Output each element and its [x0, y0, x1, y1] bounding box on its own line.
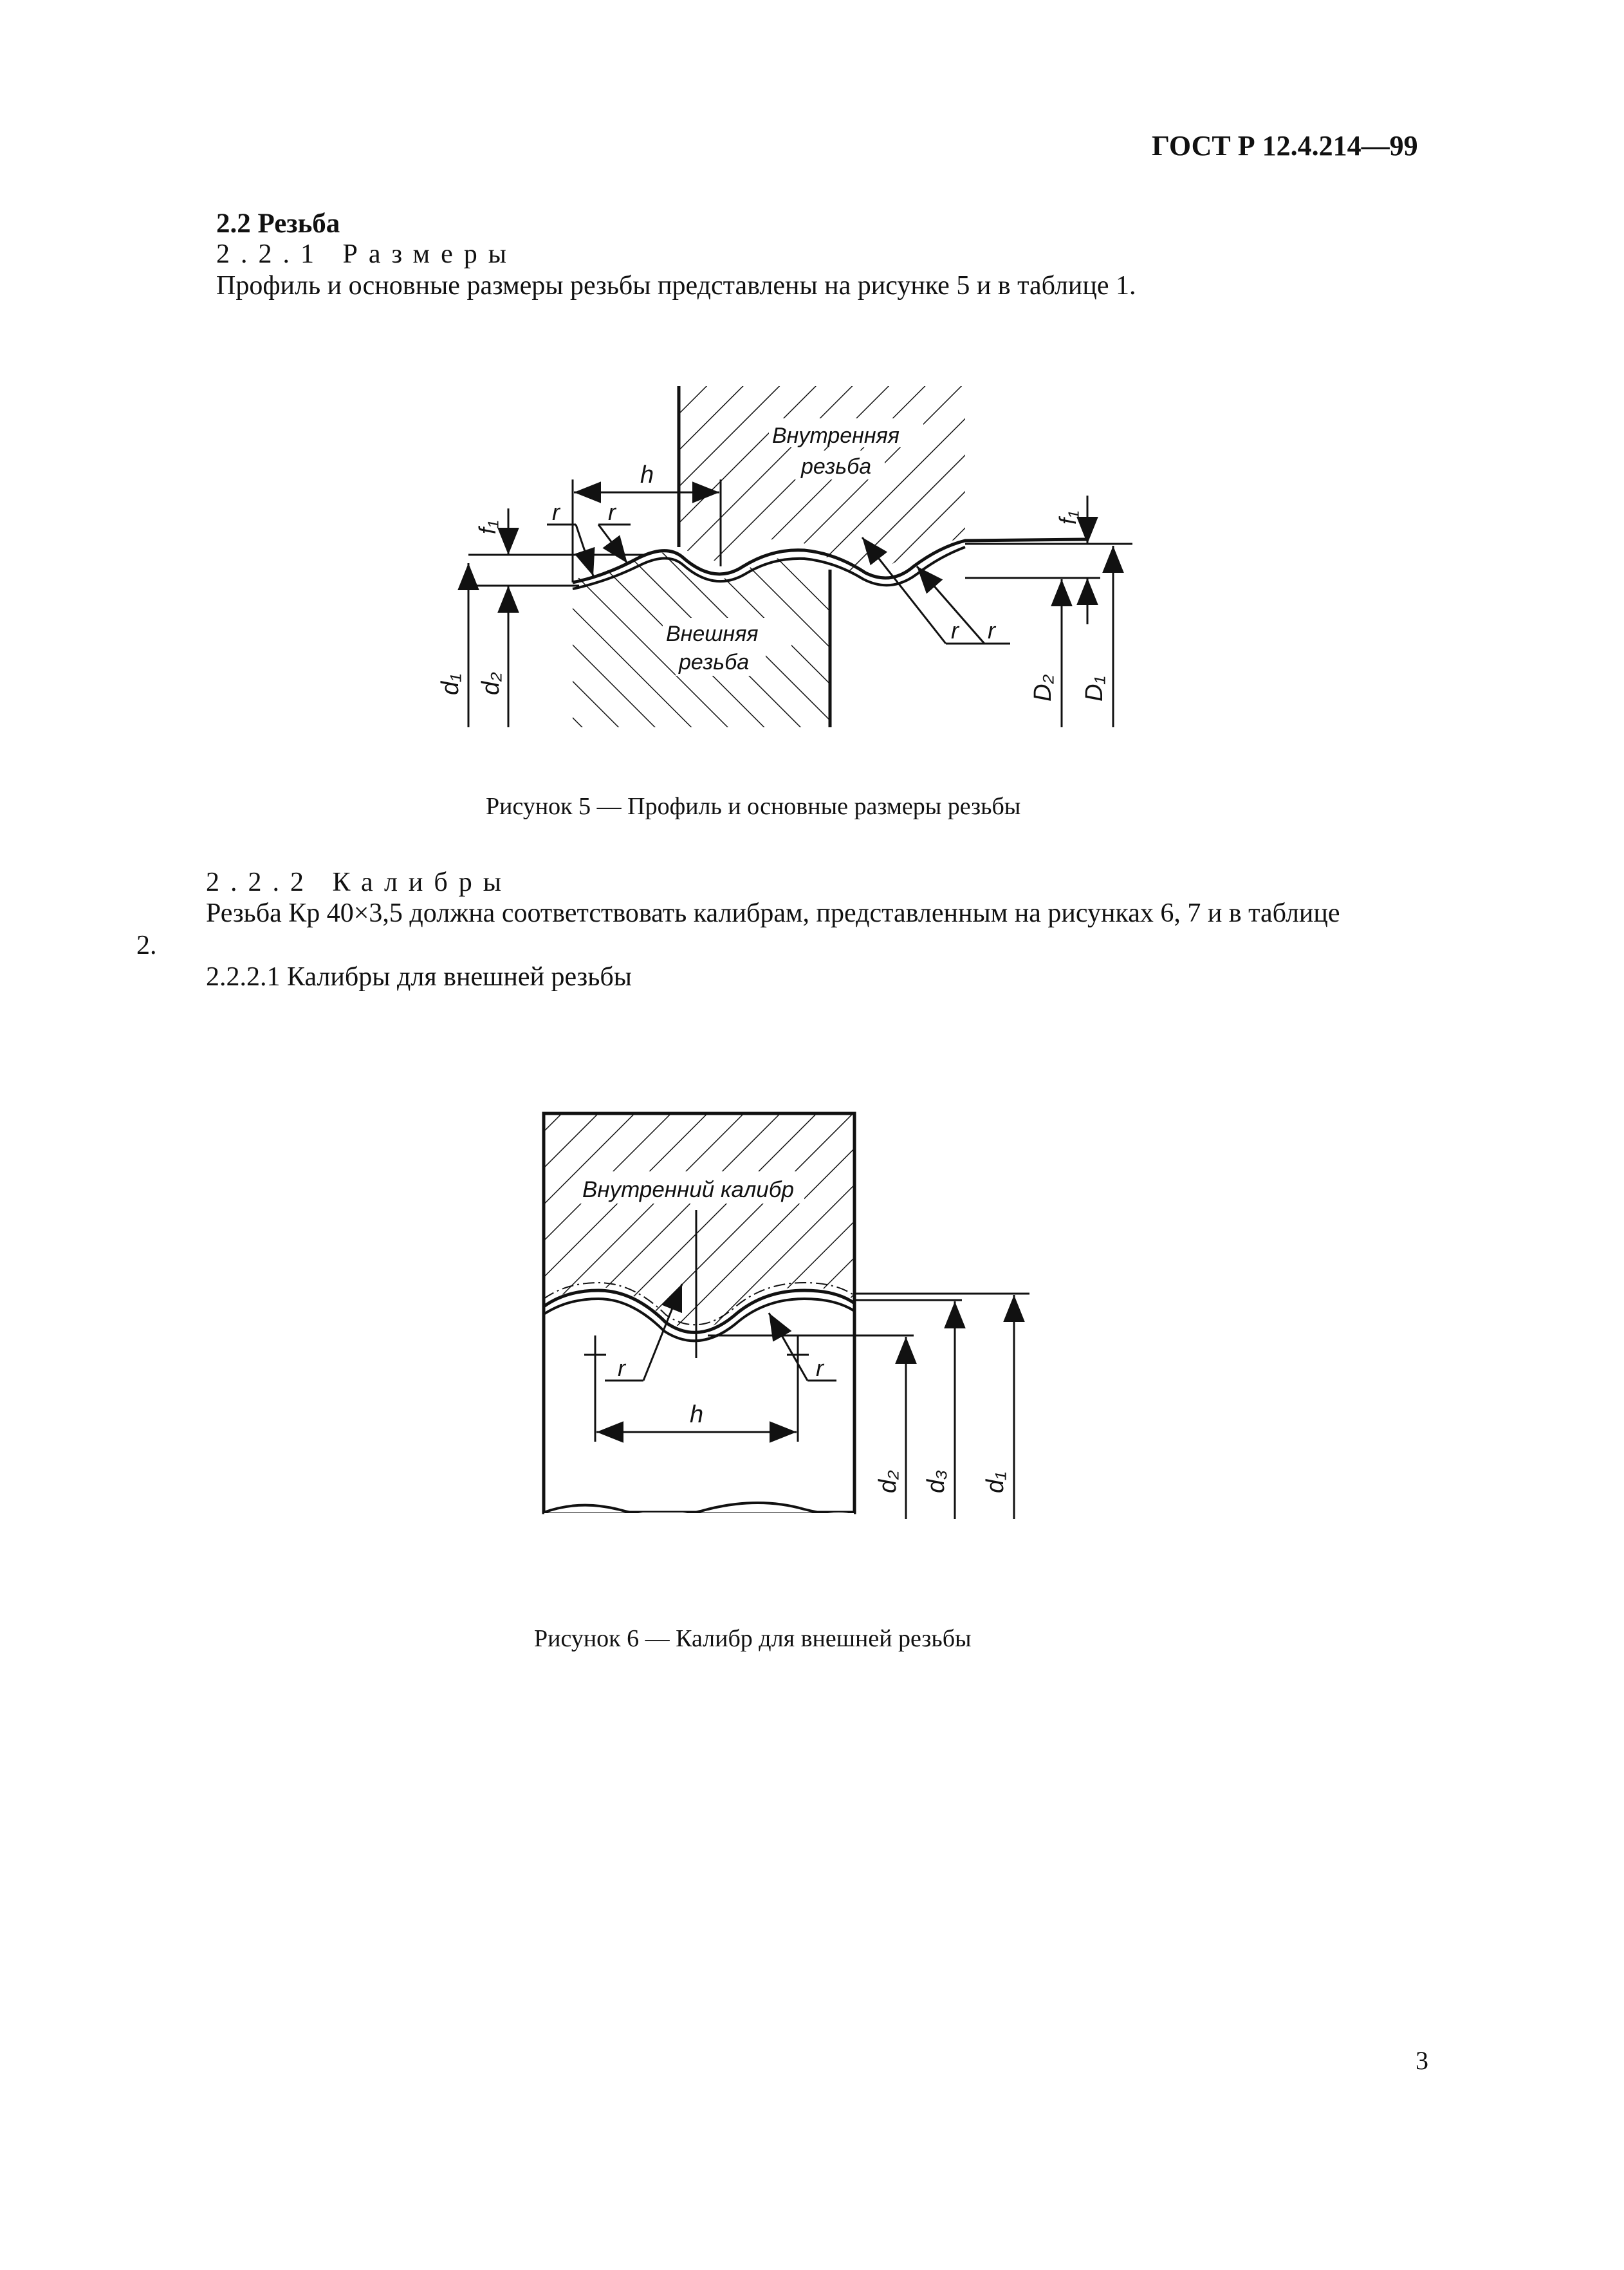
- gauge-dimension-h-label: h: [690, 1401, 704, 1428]
- internal-thread-label-2: резьба: [801, 454, 872, 479]
- external-thread-label-2: резьба: [679, 650, 750, 674]
- figure-6-caption: Рисунок 6 — Калибр для внешней резьбы: [534, 1625, 972, 1652]
- gauge-dimension-d1-label: d₁: [982, 1471, 1009, 1493]
- document-standard-id: ГОСТ Р 12.4.214—99: [1152, 130, 1418, 162]
- subsection-heading-sizes: 2.2.1 Размеры: [216, 239, 517, 269]
- gauge-radius-label-right: r: [816, 1355, 824, 1381]
- subsection-heading-external-gauges: 2.2.2.1 Калибры для внешней резьбы: [206, 962, 632, 992]
- dimension-D2-label: D₂: [1029, 674, 1057, 702]
- radius-label-right-1: r: [951, 617, 959, 644]
- gauge-dimension-d2-label: d₂: [874, 1470, 901, 1493]
- gauge-radius-label-left: r: [618, 1355, 625, 1381]
- subsection-heading-gauges: 2.2.2 Калибры: [206, 868, 512, 897]
- subsection-text-gauges-cont: 2.: [136, 931, 157, 960]
- section-title: 2.2 Резьба: [216, 209, 340, 239]
- page-number: 3: [1416, 2046, 1428, 2075]
- radius-label-left-1: r: [552, 499, 560, 525]
- dimension-D1-label: D₁: [1081, 676, 1108, 702]
- internal-thread-label-1: Внутренняя: [772, 423, 900, 448]
- dimension-d2-label: d₂: [477, 672, 504, 695]
- gauge-dimension-d3-label: d₃: [923, 1469, 950, 1493]
- dimension-f1-left-label: f₁: [474, 520, 501, 534]
- external-thread-label-1: Внешняя: [666, 622, 759, 646]
- subsection-text-gauges: Резьба Кр 40×3,5 должна соответствовать калибрам, представленным на рисунках 6, 7 и в таблице: [206, 898, 1340, 928]
- dimension-f1-right-label: f₁: [1055, 510, 1081, 525]
- dimension-d1-label: d₁: [437, 673, 464, 695]
- dimension-h-label: h: [640, 461, 654, 488]
- radius-label-left-2: r: [608, 499, 616, 525]
- figure-5-caption: Рисунок 5 — Профиль и основные размеры резьбы: [486, 793, 1021, 820]
- gauge-label: Внутренний калибр: [582, 1177, 794, 1202]
- subsection-text-sizes: Профиль и основные размеры резьбы представлены на рисунке 5 и в таблице 1.: [216, 271, 1136, 301]
- gauge-body-hatched: [544, 1113, 854, 1329]
- radius-label-right-2: r: [988, 617, 995, 644]
